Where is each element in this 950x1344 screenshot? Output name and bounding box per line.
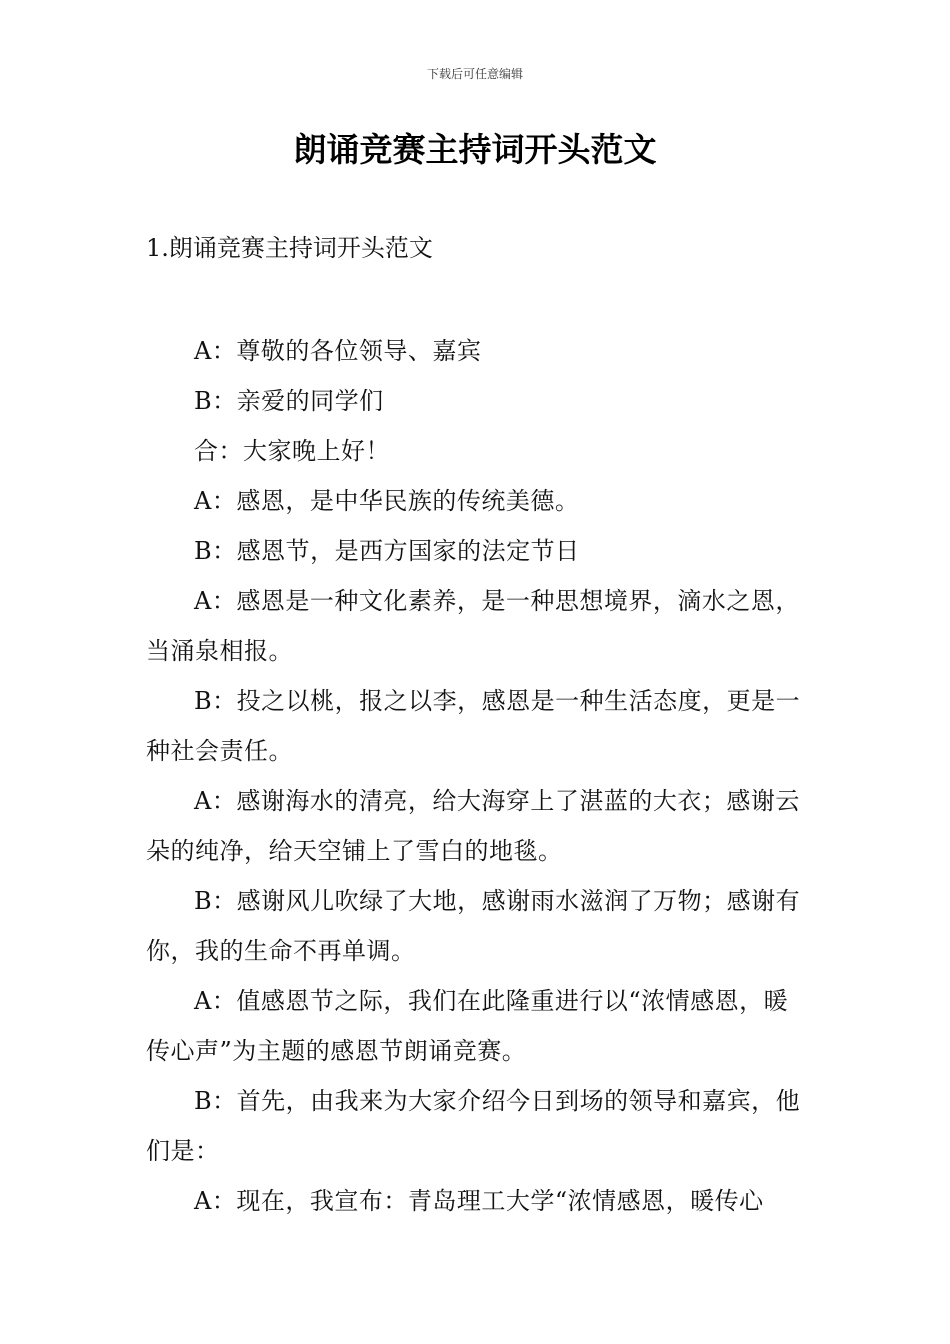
document-body <box>146 326 810 1226</box>
paragraph: B：投之以桃，报之以李，感恩是一种生活态度，更是一种社会责任。 <box>146 687 801 765</box>
paragraph: 合：大家晚上好！ <box>194 437 390 465</box>
paragraph: A：现在，我宣布：青岛理工大学“浓情感恩，暖传心 <box>194 1187 764 1215</box>
header-note: 下载后可任意编辑 <box>426 67 523 81</box>
paragraph: A：感谢海水的清亮，给大海穿上了湛蓝的大衣；感谢云朵的纯净，给天空铺上了雪白的地毯。 <box>146 787 800 865</box>
paragraph: B：感谢风儿吹绿了大地，感谢雨水滋润了万物；感谢有你，我的生命不再单调。 <box>146 887 801 965</box>
document-title: 朗诵竞赛主持词开头范文 <box>293 130 657 169</box>
paragraph: A：感恩是一种文化素养，是一种思想境界，滴水之恩，当涌泉相报。 <box>146 587 800 665</box>
paragraph: B：感恩节，是西方国家的法定节日 <box>194 537 580 565</box>
paragraph: A：值感恩节之际，我们在此隆重进行以“浓情感恩，暖传心声”为主题的感恩节朗诵竞赛。 <box>146 987 789 1065</box>
paragraph: B：亲爱的同学们 <box>194 387 384 415</box>
paragraph: A：尊敬的各位领导、嘉宾 <box>194 337 482 365</box>
section-heading: 1.朗诵竞赛主持词开头范文 <box>146 234 433 262</box>
paragraph: B：首先，由我来为大家介绍今日到场的领导和嘉宾，他们是： <box>146 1087 801 1165</box>
paragraph: A：感恩，是中华民族的传统美德。 <box>194 487 580 515</box>
